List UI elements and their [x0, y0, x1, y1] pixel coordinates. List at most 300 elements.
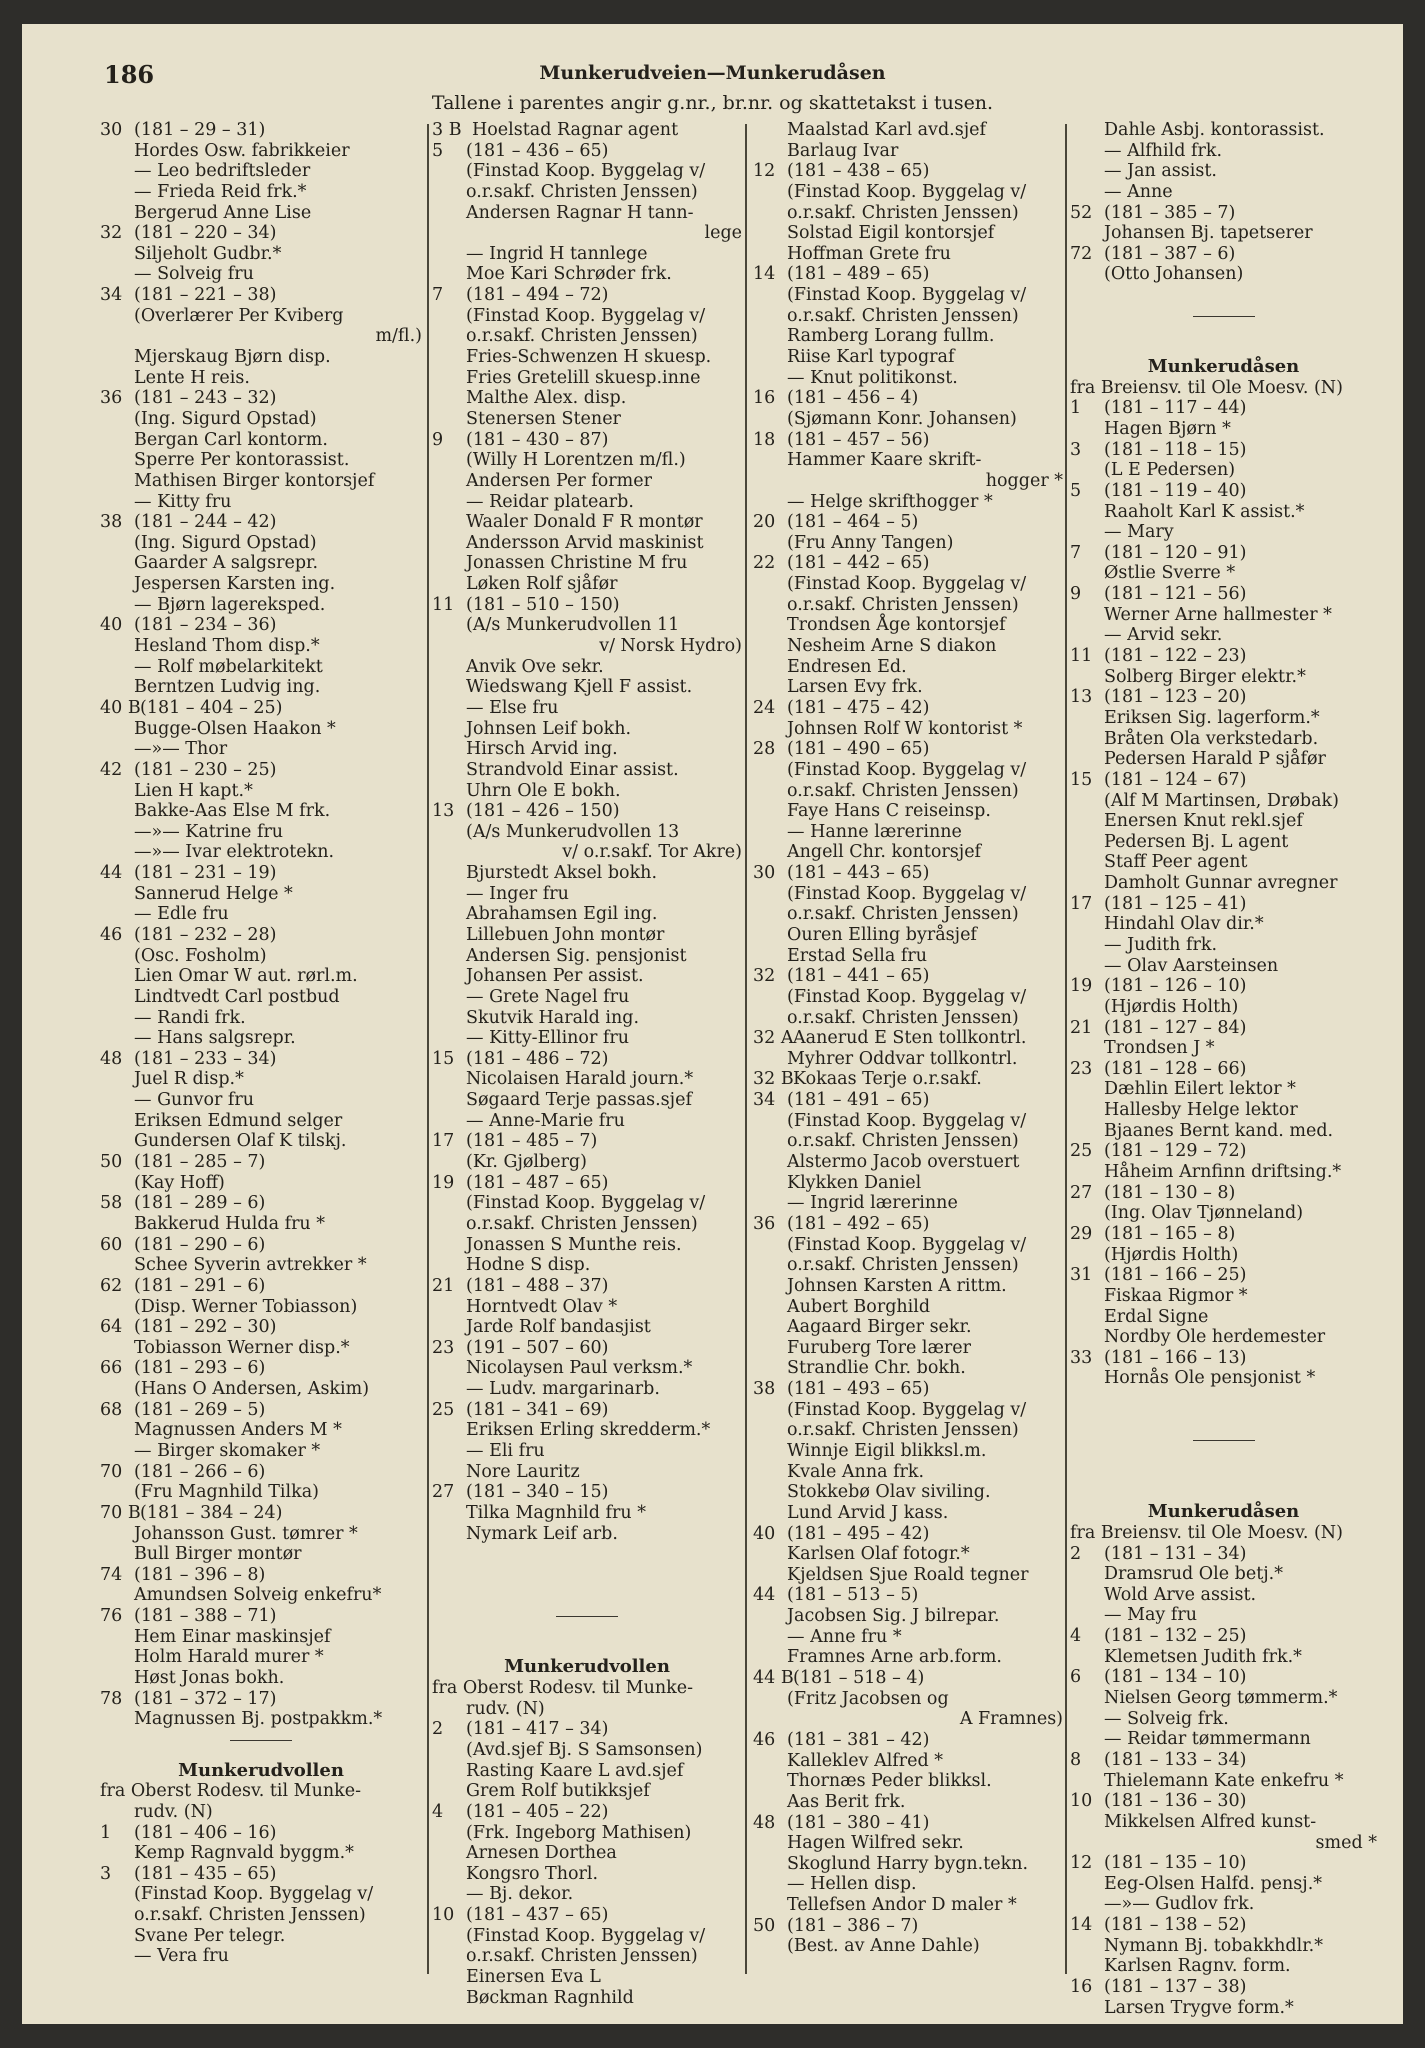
- entry-text: (181 – 490 – 65): [787, 739, 930, 760]
- house-number: 21: [432, 1275, 455, 1296]
- house-number-entry: [100, 285, 422, 306]
- resident-entry: [100, 781, 422, 802]
- entry-text: Hallesby Helge lektor: [1104, 1100, 1298, 1121]
- resident-entry: [432, 1699, 742, 1720]
- entry-text: Bugge-Olsen Haakon *: [134, 718, 336, 739]
- entry-text: Horntvedt Olav *: [466, 1296, 618, 1317]
- entry-text: (181 – 485 – 7): [466, 1131, 598, 1152]
- entry-text: Kvale Anna frk.: [787, 1461, 925, 1482]
- entry-text: (Fritz Jacobsen og: [787, 1688, 949, 1709]
- house-number-entry: [432, 120, 742, 141]
- resident-entry: [432, 1235, 742, 1256]
- entry-text: (181 – 405 – 22): [466, 1801, 609, 1822]
- entry-text: —»— Gudlov frk.: [1104, 1894, 1255, 1915]
- entry-text: Angell Chr. kontorsjef: [787, 842, 982, 863]
- resident-entry: [753, 1152, 1063, 1173]
- house-number: 33: [1070, 1347, 1093, 1368]
- entry-text: Dæhlin Eilert lektor *: [1104, 1079, 1296, 1100]
- house-number: 21: [1070, 1017, 1093, 1038]
- resident-entry: [100, 1214, 422, 1235]
- entry-text: — Solveig frk.: [1104, 1708, 1229, 1729]
- house-number: 34: [100, 285, 123, 306]
- entry-text: Jarde Rolf bandasjist: [466, 1317, 651, 1338]
- entry-text: (181 – 122 – 23): [1104, 646, 1247, 667]
- house-number: 50: [100, 1152, 123, 1173]
- entry-text: A Framnes): [959, 1709, 1063, 1730]
- house-number: 46: [100, 924, 123, 945]
- resident-entry: [753, 1771, 1063, 1792]
- house-number: 17: [432, 1131, 455, 1152]
- resident-entry: [753, 1111, 1063, 1132]
- resident-entry: [432, 1843, 742, 1864]
- entry-text: Strandvold Einar assist.: [466, 759, 679, 780]
- entry-text: (Finstad Koop. Byggelag v/: [787, 1234, 1027, 1255]
- entry-text: Tellefsen Andor D maler *: [787, 1895, 1017, 1916]
- entry-text: — Rolf møbelarkitekt: [134, 656, 323, 677]
- house-number: 34: [753, 1090, 776, 1111]
- house-number: 74: [100, 1564, 123, 1585]
- resident-entry: [1070, 1605, 1377, 1626]
- entry-text: Anvik Ove sekr.: [466, 656, 604, 677]
- entry-text: Karlsen Ragnv. form.: [1104, 1956, 1291, 1977]
- resident-entry: [432, 1926, 742, 1947]
- house-number: 32 B: [753, 1069, 794, 1090]
- resident-entry: [1070, 1874, 1377, 1895]
- entry-text: Johansen Per assist.: [466, 966, 644, 987]
- entry-text: Kjeldsen Sjue Roald tegner: [787, 1564, 1029, 1585]
- entry-text: Solstad Eigil kontorsjef: [787, 223, 995, 244]
- resident-entry: [753, 223, 1063, 244]
- entry-text: Kalleklev Alfred *: [787, 1750, 944, 1771]
- resident-entry: [753, 1833, 1063, 1854]
- entry-text: (Finstad Koop. Byggelag v/: [787, 883, 1027, 904]
- resident-entry: [432, 615, 742, 636]
- entry-text: — Else fru: [466, 697, 559, 718]
- entry-text: Klemetsen Judith frk.*: [1104, 1646, 1302, 1667]
- entry-text: (181 – 475 – 42): [787, 697, 930, 718]
- column-2: [432, 120, 742, 2008]
- entry-text: — Kitty-Ellinor fru: [466, 1028, 630, 1049]
- house-number-entry: [1070, 646, 1377, 667]
- entry-text: Hagen Wilfred sekr.: [787, 1833, 964, 1854]
- resident-entry: [432, 966, 742, 987]
- resident-entry: [432, 368, 742, 389]
- entry-text: Aubert Borghild: [787, 1296, 931, 1317]
- entry-text: Skoglund Harry bygn.tekn.: [787, 1853, 1029, 1874]
- entry-text: Kokaas Terje o.r.sakf.: [793, 1069, 982, 1090]
- resident-entry: [753, 1792, 1063, 1813]
- house-number: 3 B: [432, 120, 462, 140]
- entry-text: Hoelstad Ragnar agent: [472, 120, 679, 140]
- entry-text: Eriksen Sig. lagerform.*: [1104, 707, 1320, 728]
- entry-text: (Kr. Gjølberg): [466, 1152, 587, 1173]
- entry-text: (181 – 289 – 6): [134, 1193, 266, 1214]
- resident-entry: [753, 1462, 1063, 1483]
- resident-entry: [753, 636, 1063, 657]
- house-number: 29: [1070, 1223, 1093, 1244]
- house-number: 14: [753, 264, 776, 285]
- house-number-entry: [1070, 1626, 1377, 1647]
- resident-entry: [753, 1606, 1063, 1627]
- house-number-entry: [100, 698, 422, 719]
- entry-text: Hoffman Grete fru: [787, 243, 951, 264]
- resident-entry: [100, 1802, 422, 1823]
- entry-text: Thielemann Kate enkefru *: [1104, 1770, 1344, 1791]
- house-number: 36: [100, 388, 123, 409]
- house-number: 38: [753, 1379, 776, 1400]
- entry-text: Riise Karl typograf: [787, 347, 955, 368]
- entry-text: (181 – 126 – 10): [1104, 976, 1247, 997]
- entry-text: Grem Rolf butikksjef: [466, 1781, 650, 1802]
- entry-text: Johansson Gust. tømrer *: [134, 1523, 358, 1544]
- column-divider: [427, 124, 429, 1974]
- entry-text: Jonassen S Munthe reis.: [466, 1234, 682, 1255]
- spacer: [1070, 285, 1377, 306]
- entry-text: Aagaard Birger sekr.: [787, 1317, 972, 1338]
- house-number: 7: [432, 285, 444, 306]
- house-number: 36: [753, 1213, 776, 1234]
- house-number: 72: [1070, 243, 1093, 264]
- entry-text: Erdal Signe: [1104, 1306, 1209, 1327]
- page-subtitle: Tallene i parentes angir g.nr., br.nr. og skattetakst i tusen.: [431, 92, 994, 114]
- house-number-entry: [1070, 481, 1377, 502]
- running-title: Munkerudveien—Munkerudåsen: [539, 62, 886, 84]
- house-number-entry: [100, 1503, 422, 1524]
- house-number: 19: [432, 1172, 455, 1193]
- entry-text: Bjaanes Bernt kand. med.: [1104, 1120, 1334, 1141]
- resident-entry: [100, 842, 422, 863]
- entry-text: (181 – 404 – 25): [140, 697, 283, 718]
- resident-entry: [1070, 749, 1377, 770]
- resident-entry: [100, 1131, 422, 1152]
- house-number: 9: [432, 429, 444, 450]
- resident-entry: [100, 1482, 422, 1503]
- entry-text: Hordes Osw. fabrikkeier: [134, 140, 350, 161]
- column-divider: [1065, 124, 1067, 1974]
- resident-entry: [432, 450, 742, 471]
- resident-entry: [100, 1028, 422, 1049]
- resident-entry: [432, 1028, 742, 1049]
- resident-entry: [432, 1864, 742, 1885]
- entry-text: Kemp Ragnvald byggm.*: [134, 1843, 354, 1864]
- entry-text: hogger *: [985, 470, 1063, 491]
- entry-text: — Grete Nagel fru: [466, 986, 630, 1007]
- entry-text: Lien H kapt.*: [134, 780, 253, 801]
- house-number: 32: [753, 966, 776, 987]
- house-number: 2: [1070, 1543, 1082, 1564]
- entry-text: (Finstad Koop. Byggelag v/: [787, 574, 1027, 595]
- entry-text: (181 – 340 – 15): [466, 1482, 609, 1503]
- entry-text: (Best. av Anne Dahle): [787, 1936, 980, 1957]
- entry-text: Mikkelsen Alfred kunst-: [1104, 1811, 1317, 1832]
- resident-entry: [100, 719, 422, 740]
- house-number-entry: [100, 1823, 422, 1844]
- entry-text: Hammer Kaare skrift-: [787, 450, 982, 471]
- street-heading: Munkerudvollen: [504, 1656, 670, 1678]
- house-number-entry: [1070, 244, 1377, 265]
- resident-entry: [432, 1214, 742, 1235]
- house-number-entry: [753, 1585, 1063, 1606]
- house-number-entry: [1070, 894, 1377, 915]
- resident-entry: [100, 430, 422, 451]
- house-number-entry: [1070, 1544, 1377, 1565]
- entry-text: o.r.sakf. Christen Jenssen): [787, 1255, 1019, 1276]
- entry-text: Andersen Sig. pensjonist: [466, 945, 687, 966]
- entry-text: Johnsen Karsten A rittm.: [787, 1275, 1007, 1296]
- column-1: [100, 120, 422, 2000]
- entry-text: Magnussen Bj. postpakkm.*: [134, 1709, 383, 1730]
- resident-entry: [432, 533, 742, 554]
- entry-text: Hesland Thom disp.*: [134, 636, 320, 657]
- house-number: 25: [1070, 1141, 1093, 1162]
- house-number-entry: [100, 1152, 422, 1173]
- house-number: 44 B: [753, 1668, 794, 1689]
- house-number: 1: [1070, 398, 1082, 419]
- resident-entry: [1070, 791, 1377, 812]
- entry-text: — Helge skrifthogger *: [787, 491, 993, 512]
- entry-text: Damholt Gunnar avregner: [1104, 873, 1338, 894]
- resident-entry: [100, 1647, 422, 1668]
- resident-entry: [432, 904, 742, 925]
- entry-text: Endresen Ed.: [787, 656, 907, 677]
- entry-text: (181 – 430 – 87): [466, 429, 609, 450]
- resident-entry: [100, 1338, 422, 1359]
- entry-text: Aanerud E Sten tollkontrl.: [793, 1028, 1027, 1049]
- spacer: [432, 1637, 742, 1658]
- resident-entry: [753, 1482, 1063, 1503]
- house-number-entry: [1070, 1750, 1377, 1771]
- entry-text: (Finstad Koop. Byggelag v/: [134, 1884, 374, 1905]
- resident-entry: [432, 719, 742, 740]
- resident-entry: [1070, 161, 1377, 182]
- resident-entry: [753, 1936, 1063, 1957]
- resident-entry: [753, 946, 1063, 967]
- house-number-entry: [1070, 1018, 1377, 1039]
- house-number-entry: [432, 1338, 742, 1359]
- entry-text: — Hans salgsrepr.: [134, 1028, 296, 1049]
- entry-text: (181 – 293 – 6): [134, 1358, 266, 1379]
- entry-text: Bull Birger montør: [134, 1544, 302, 1565]
- entry-text: Bjurstedt Aksel bokh.: [466, 863, 658, 884]
- entry-text: Tilka Magnhild fru *: [466, 1502, 646, 1523]
- resident-entry: [100, 739, 422, 760]
- entry-text: (181 – 518 – 4): [793, 1668, 925, 1689]
- entry-text: (181 – 117 – 44): [1104, 398, 1247, 419]
- house-number: 13: [432, 801, 455, 822]
- resident-entry: [753, 1400, 1063, 1421]
- entry-text: (181 – 387 – 6): [1104, 243, 1236, 264]
- resident-entry: [100, 326, 422, 347]
- entry-text: (181 – 385 – 7): [1104, 202, 1236, 223]
- resident-entry: [753, 141, 1063, 162]
- entry-text: (181 – 133 – 34): [1104, 1749, 1247, 1770]
- entry-text: — Ludv. margarinarb.: [466, 1379, 660, 1400]
- resident-entry: [753, 822, 1063, 843]
- entry-text: (L E Pedersen): [1104, 460, 1236, 481]
- entry-text: (181 – 510 – 150): [466, 594, 620, 615]
- entry-text: o.r.sakf. Christen Jenssen): [787, 1420, 1019, 1441]
- entry-text: (181 – 437 – 65): [466, 1905, 609, 1926]
- resident-entry: [753, 285, 1063, 306]
- entry-text: (181 – 442 – 65): [787, 553, 930, 574]
- entry-text: Lindtvedt Carl postbud: [134, 986, 340, 1007]
- resident-entry: [100, 987, 422, 1008]
- entry-text: Gaarder A salgsrepr.: [134, 553, 319, 574]
- resident-entry: [1070, 1688, 1377, 1709]
- entry-text: — Frieda Reid frk.*: [134, 181, 307, 202]
- entry-text: (Finstad Koop. Byggelag v/: [787, 986, 1027, 1007]
- entry-text: Nicolaisen Harald journ.*: [466, 1069, 694, 1090]
- house-number: 40: [100, 615, 123, 636]
- street-heading: Munkerudvollen: [178, 1759, 344, 1781]
- entry-text: —»— Ivar elektrotekn.: [134, 842, 335, 863]
- entry-text: Nordby Ole herdemester: [1104, 1327, 1326, 1348]
- entry-text: Lillebuen John montør: [466, 924, 665, 945]
- resident-entry: [100, 1946, 422, 1967]
- house-number-entry: [1070, 687, 1377, 708]
- entry-text: Jacobsen Sig. J bilrepar.: [787, 1606, 1000, 1627]
- house-number-entry: [753, 264, 1063, 285]
- resident-entry: [1070, 1327, 1377, 1348]
- resident-entry: [753, 1503, 1063, 1524]
- entry-text: Bakkerud Hulda fru *: [134, 1213, 326, 1234]
- spacer: [1070, 336, 1377, 357]
- resident-entry: [100, 347, 422, 368]
- house-number: 31: [1070, 1265, 1093, 1286]
- entry-text: (181 – 165 – 8): [1104, 1223, 1236, 1244]
- resident-entry: [100, 1173, 422, 1194]
- house-number-entry: [100, 1689, 422, 1710]
- resident-entry: [100, 1668, 422, 1689]
- resident-entry: [432, 1503, 742, 1524]
- resident-entry: [753, 120, 1063, 141]
- spacer: [432, 1565, 742, 1586]
- resident-entry: [1070, 1245, 1377, 1266]
- resident-entry: [753, 1193, 1063, 1214]
- entry-text: Wiedswang Kjell F assist.: [466, 677, 693, 698]
- resident-entry: [100, 533, 422, 554]
- resident-entry: [100, 182, 422, 203]
- entry-text: (Osc. Fosholm): [134, 945, 267, 966]
- entry-text: Winnje Eigil blikksl.m.: [787, 1441, 987, 1461]
- resident-entry: [100, 553, 422, 574]
- resident-entry: [753, 1276, 1063, 1297]
- entry-text: Larsen Evy frk.: [787, 677, 923, 698]
- resident-entry: [1070, 873, 1377, 894]
- entry-text: Solberg Birger elektr.*: [1104, 666, 1306, 687]
- entry-text: (181 – 166 – 13): [1104, 1347, 1247, 1368]
- resident-entry: [100, 368, 422, 389]
- resident-entry: [100, 1524, 422, 1545]
- resident-entry: [432, 657, 742, 678]
- entry-text: Hagen Bjørn *: [1104, 418, 1231, 439]
- house-number-entry: [1070, 1141, 1377, 1162]
- entry-text: (181 – 131 – 34): [1104, 1543, 1247, 1564]
- entry-text: Thornæs Peder blikksl.: [787, 1771, 992, 1792]
- resident-entry: [432, 223, 742, 244]
- entry-text: (A/s Munkerudvollen 13: [466, 821, 680, 842]
- resident-entry: [1070, 563, 1377, 584]
- column-4: [1070, 120, 1377, 2018]
- resident-entry: [432, 1069, 742, 1090]
- resident-entry: [753, 760, 1063, 781]
- entry-text: (Kay Hoff): [134, 1172, 225, 1193]
- entry-text: — Alfhild frk.: [1104, 140, 1223, 161]
- resident-entry: [432, 1297, 742, 1318]
- resident-entry: [753, 1627, 1063, 1648]
- entry-text: (Hans O Andersen, Askim): [134, 1379, 370, 1400]
- house-number-entry: [1070, 1977, 1377, 1998]
- entry-text: — Ingrid H tannlege: [466, 243, 648, 264]
- entry-text: o.r.sakf. Christen Jenssen): [787, 780, 1019, 801]
- column-3: [753, 120, 1063, 2000]
- entry-text: Dahle Asbj. kontorassist.: [1104, 120, 1325, 140]
- house-number: 7: [1070, 542, 1082, 563]
- house-number: 23: [1070, 1058, 1093, 1079]
- entry-text: (Finstad Koop. Byggelag v/: [787, 759, 1027, 780]
- entry-text: (181 – 438 – 65): [787, 161, 930, 182]
- entry-text: (Hjørdis Holth): [1104, 1244, 1239, 1265]
- entry-text: (Fru Magnhild Tilka): [134, 1482, 319, 1503]
- entry-text: Karlsen Olaf fotogr.*: [787, 1544, 970, 1565]
- resident-entry: [753, 1544, 1063, 1565]
- entry-text: (Finstad Koop. Byggelag v/: [466, 1193, 706, 1214]
- resident-entry: [1070, 419, 1377, 440]
- house-number-entry: [753, 430, 1063, 451]
- entry-text: — Hellen disp.: [787, 1874, 917, 1895]
- resident-entry: [753, 1420, 1063, 1441]
- entry-text: Eeg-Olsen Halfd. pensj.*: [1104, 1873, 1323, 1894]
- house-number-entry: [100, 1864, 422, 1885]
- resident-entry: [1070, 1709, 1377, 1730]
- resident-entry: [432, 781, 742, 802]
- entry-text: — Reidar platearb.: [466, 491, 634, 512]
- house-number: 11: [1070, 646, 1093, 667]
- street-heading: Munkerudåsen: [1147, 1501, 1300, 1523]
- entry-text: Larsen Trygve form.*: [1104, 1997, 1294, 2018]
- entry-text: (181 – 457 – 56): [787, 429, 930, 450]
- resident-entry: [100, 822, 422, 843]
- house-number: 28: [753, 739, 776, 760]
- house-number: 2: [432, 1719, 444, 1740]
- entry-text: — Arvid sekr.: [1104, 625, 1223, 646]
- resident-entry: [432, 1193, 742, 1214]
- resident-entry: [1070, 1936, 1377, 1957]
- resident-entry: [432, 1967, 742, 1988]
- resident-entry: [1070, 1956, 1377, 1977]
- house-number: 48: [753, 1812, 776, 1833]
- resident-entry: [100, 657, 422, 678]
- entry-text: (Hjørdis Holth): [1104, 996, 1239, 1017]
- entry-text: (Finstad Koop. Byggelag v/: [787, 1110, 1027, 1131]
- house-number: 44: [100, 863, 123, 884]
- entry-text: o.r.sakf. Christen Jenssen): [466, 326, 698, 347]
- house-number-entry: [753, 1668, 1063, 1689]
- house-number-entry: [100, 120, 422, 141]
- entry-text: (181 – 129 – 72): [1104, 1141, 1247, 1162]
- resident-entry: [1070, 1564, 1377, 1585]
- resident-entry: [100, 1544, 422, 1565]
- house-number: 38: [100, 512, 123, 533]
- resident-entry: [753, 326, 1063, 347]
- house-number: 48: [100, 1048, 123, 1069]
- resident-entry: [753, 1647, 1063, 1668]
- resident-entry: [1070, 811, 1377, 832]
- entry-text: (181 – 269 – 5): [134, 1399, 266, 1420]
- entry-text: (181 – 386 – 7): [787, 1915, 919, 1936]
- house-number-entry: [432, 1802, 742, 1823]
- resident-entry: [100, 450, 422, 471]
